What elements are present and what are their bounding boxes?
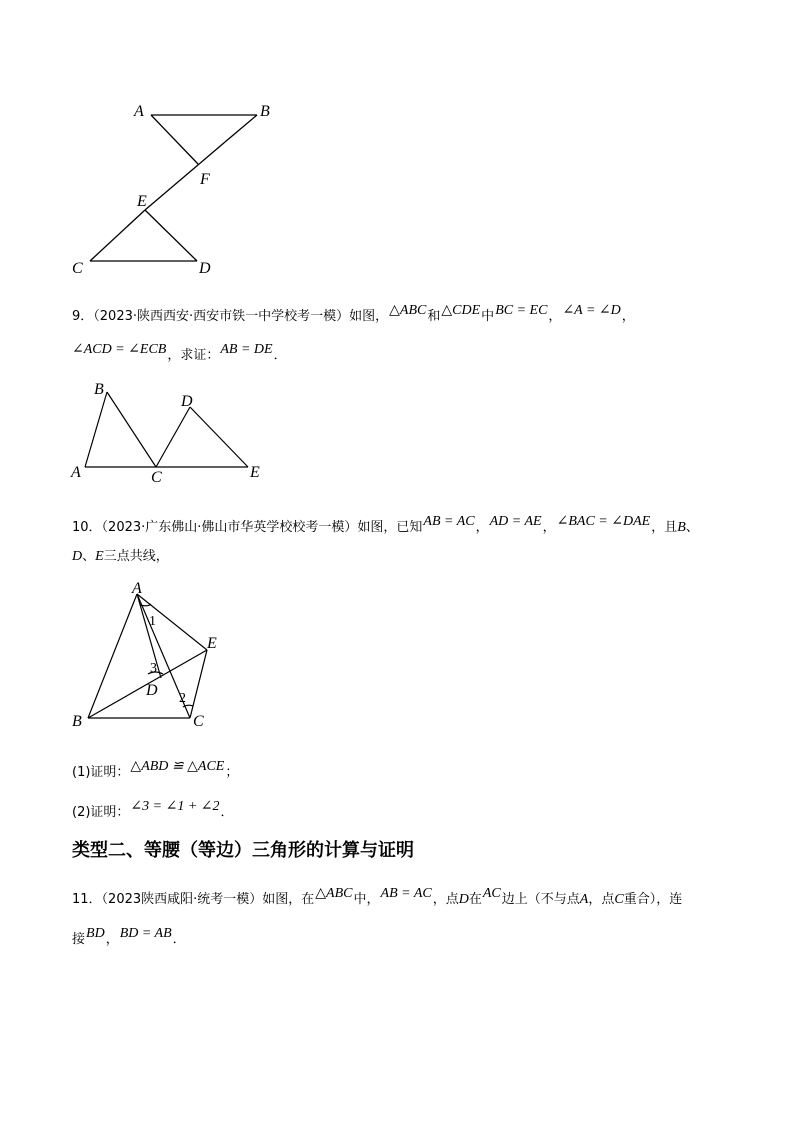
q10-sub2-prefix: (2)证明：	[72, 805, 130, 820]
figure-q8	[60, 95, 300, 285]
label-c: C	[72, 260, 83, 277]
segment-ab	[85, 392, 107, 467]
q11-text: ，点	[588, 892, 615, 907]
label-d: D	[146, 682, 158, 699]
segment-af	[151, 115, 198, 164]
segment-ec	[190, 650, 207, 718]
q11-point-a: A	[579, 892, 589, 907]
label-f: F	[200, 171, 210, 188]
label-a: A	[71, 464, 81, 481]
segment-ad	[137, 594, 161, 678]
q11-text: 边上（不与点	[501, 892, 580, 907]
q11-text: 重合），连	[623, 892, 683, 907]
q11-text: ，点	[432, 892, 459, 907]
q9-text: ，求证：	[167, 348, 220, 363]
label-angle-2: 2	[179, 691, 186, 706]
segment-bf	[225, 115, 257, 142]
q10-sub1	[72, 759, 239, 783]
label-a: A	[134, 103, 144, 120]
segment-ec	[90, 210, 145, 261]
q11-source: （2023陕西咸阳·统考一模）	[101, 892, 263, 907]
q10-text: ，	[542, 520, 556, 535]
q11-math-bd: BD	[86, 926, 105, 941]
q11-math-ac: AC	[482, 886, 501, 901]
label-b: B	[94, 381, 104, 398]
q11-number: 11．	[72, 892, 102, 907]
q9-number: 9．	[72, 309, 94, 324]
q9-math-angle-a-d: ∠A = ∠D	[562, 303, 621, 318]
label-b: B	[260, 103, 270, 120]
q10-sub1-prefix: (1)证明：	[72, 765, 130, 780]
q10-line2	[72, 547, 169, 567]
q10-text: ，且	[651, 520, 678, 535]
q11-text: ．	[172, 932, 186, 947]
segment-bc	[107, 392, 156, 467]
label-e: E	[137, 193, 147, 210]
q10-text: ，	[475, 520, 489, 535]
q11-line2	[72, 926, 186, 950]
q11-point-d: D	[458, 892, 469, 907]
q10-sub2-math: ∠3 = ∠1 + ∠2	[130, 799, 220, 814]
q10-text: 、	[82, 549, 96, 564]
q10-sub2-suffix: ．	[220, 805, 234, 820]
q10-sub1-math: △ABD ≌ △ACE	[130, 759, 225, 774]
q9-text: 和	[427, 309, 441, 324]
q11-math-ab-ac: AB = AC	[380, 886, 432, 901]
q9-source: （2023·陕西西安·西安市铁一中学校考一模）	[93, 309, 350, 324]
q10-text: 三点共线，	[103, 549, 169, 564]
q11-math-abc: △ABC	[315, 886, 353, 901]
q11-text: 如图，在	[262, 892, 315, 907]
q9-line2	[72, 342, 287, 366]
q10-source: （2023·广东佛山·佛山市华英学校校考一模）	[101, 520, 358, 535]
q9-text: ．	[273, 348, 287, 363]
q9-text: 中	[481, 309, 495, 324]
figure-q9	[65, 378, 275, 488]
label-c: C	[151, 469, 162, 486]
section-heading: 类型二、等腰（等边）三角形的计算与证明	[72, 840, 414, 861]
segment-ed	[145, 210, 197, 261]
q9-text: ，	[548, 309, 562, 324]
q9-math-bc-ec: BC = EC	[495, 303, 548, 318]
q9-math-ab-de: AB = DE	[220, 342, 273, 357]
segment-be	[145, 142, 225, 210]
q11-text: 在	[468, 892, 482, 907]
q10-point-d: D	[72, 549, 83, 564]
label-angle-1: 1	[149, 614, 156, 629]
segment-ae	[137, 594, 207, 650]
q9-math-angle-acd-ecb: ∠ACD = ∠ECB	[72, 342, 167, 357]
label-d: D	[181, 393, 193, 410]
q10-sub1-suffix: ；	[225, 765, 239, 780]
q11-line1	[72, 886, 683, 910]
q10-sub2	[72, 799, 234, 823]
label-e: E	[250, 464, 260, 481]
label-a: A	[132, 580, 142, 597]
label-e: E	[207, 635, 217, 652]
q10-line1	[72, 514, 699, 538]
q9-line1	[72, 303, 635, 327]
q11-point-c: C	[614, 892, 624, 907]
figure-q10	[60, 578, 240, 738]
q11-math-bd-ab: BD = AB	[119, 926, 172, 941]
segment-ab	[88, 594, 137, 718]
q10-text: 如图，已知	[357, 520, 423, 535]
q9-text: 如图，	[349, 309, 389, 324]
q10-math-ab-ac: AB = AC	[423, 514, 475, 529]
label-c: C	[193, 713, 204, 730]
q9-math-cde: △CDE	[441, 303, 481, 318]
q11-text: ，	[105, 932, 119, 947]
label-b: B	[72, 713, 82, 730]
q10-math-angles: ∠BAC = ∠DAE	[556, 514, 651, 529]
q10-number: 10．	[72, 520, 102, 535]
q11-text: 接	[72, 932, 86, 947]
segment-de	[190, 407, 248, 467]
q9-text: ，	[621, 309, 635, 324]
q10-point-e: E	[95, 549, 104, 564]
label-d: D	[199, 260, 211, 277]
q11-text: 中，	[353, 892, 380, 907]
label-angle-3: 3	[150, 661, 157, 676]
q10-point-b: B	[677, 520, 686, 535]
segment-cd	[156, 407, 190, 467]
q10-math-ad-ae: AD = AE	[489, 514, 542, 529]
q10-text: 、	[685, 520, 699, 535]
q9-math-abc: △ABC	[389, 303, 427, 318]
